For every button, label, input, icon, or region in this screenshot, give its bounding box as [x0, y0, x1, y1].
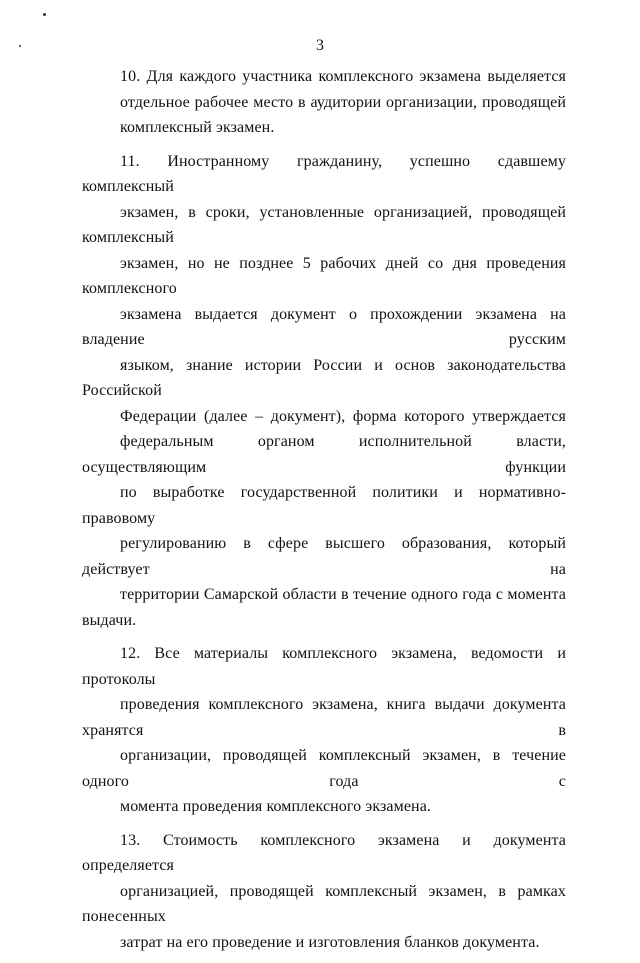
text-line: 13. Стоимость комплексного экзамена и документа определяется [82, 831, 566, 874]
text-line: территории Самарской области в течение одного года с момента выдачи. [82, 586, 566, 629]
document-body [82, 64, 566, 963]
text-line: организацией, проводящей комплексный экзамен, в рамках понесенных [82, 882, 566, 925]
text-line: комплексный экзамен. [120, 119, 275, 136]
page-number: 3 [316, 37, 324, 54]
scan-speck [43, 13, 46, 16]
text-line: 11. Иностранному гражданину, успешно сдавшему комплексный [82, 152, 566, 195]
text-line: языком, знание истории России и основ законодательства Российской [82, 356, 566, 399]
text-line: момента проведения комплексного экзамена. [120, 798, 432, 815]
paragraph-12 [82, 641, 566, 820]
text-line: отдельное рабочее место в аудитории организации, проводящей [120, 93, 566, 111]
text-line: Федерации (далее – документ), форма которого утверждается [120, 407, 566, 425]
text-line: проведения комплексного экзамена, книга выдачи документа хранятся в [82, 696, 566, 739]
text-line: федеральным органом исполнительной власти, осуществляющим функции [82, 433, 566, 476]
paragraph-10 [82, 64, 566, 141]
text-line: 12. Все материалы комплексного экзамена, ведомости и протоколы [82, 645, 566, 688]
text-line: экзамен, но не позднее 5 рабочих дней со дня проведения комплексного [82, 254, 566, 297]
text-line: затрат на его проведение и изготовления бланков документа. [120, 933, 540, 951]
paragraph-11 [82, 149, 566, 634]
text-line: экзамен, в сроки, установленные организацией, проводящей комплексный [82, 203, 566, 246]
text-line: по выработке государственной политики и нормативно-правовому [82, 484, 566, 527]
text-line: регулированию в сфере высшего образования, который действует на [82, 535, 566, 578]
paragraph-13 [82, 828, 566, 956]
text-line: 10. Для каждого участника комплексного экзамена выделяется [120, 68, 566, 85]
text-line: экзамена выдается документ о прохождении экзамена на владение русским [82, 305, 566, 348]
text-line: организации, проводящей комплексный экзамен, в течение одного года с [82, 747, 566, 790]
